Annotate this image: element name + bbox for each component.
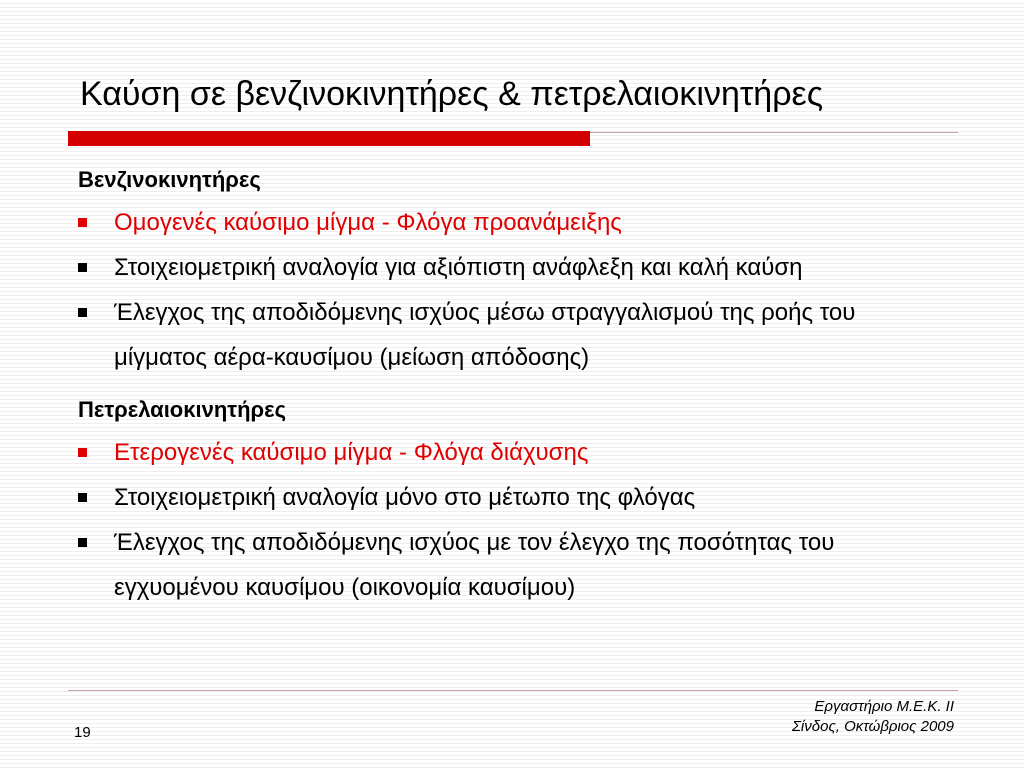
bullet-item <box>78 520 934 610</box>
bullet-item <box>78 200 934 245</box>
square-bullet-icon <box>78 218 87 227</box>
bullet-item <box>78 430 934 475</box>
bullet-text: Ετερογενές καύσιμο μίγμα - Φλόγα διάχυσης <box>114 439 589 466</box>
square-bullet-icon <box>78 448 87 457</box>
footer-lab-name: Εργαστήριο Μ.Ε.Κ. ΙΙ <box>814 698 954 715</box>
square-bullet-icon <box>78 308 87 317</box>
section-heading-petrol: Βενζινοκινητήρες <box>78 167 261 192</box>
footer-caption <box>792 697 954 737</box>
slide-title: Καύση σε βενζινοκινητήρες & πετρελαιοκινητήρες <box>80 75 824 113</box>
square-bullet-icon <box>78 538 87 547</box>
title-accent-bar <box>68 131 590 146</box>
bullet-text: Έλεγχος της αποδιδόμενης ισχύος μέσω στραγγαλισμού της ροής του μίγματος αέρα-καυσίμου (μείωση απόδοσης) <box>114 299 856 371</box>
bullet-item <box>78 475 934 520</box>
footer-place-date: Σίνδος, Οκτώβριος 2009 <box>791 718 954 735</box>
diesel-bullet-list <box>78 430 958 610</box>
bullet-text: Έλεγχος της αποδιδόμενης ισχύος με τον έλεγχο της ποσότητας του εγχυομένου καυσίμου (οικονομία καυσίμου) <box>114 529 835 601</box>
page-number: 19 <box>74 724 91 741</box>
bullet-text: Στοιχειομετρική αναλογία μόνο στο μέτωπο της φλόγας <box>114 484 696 511</box>
bullet-item <box>78 245 934 290</box>
footer-divider <box>68 690 958 691</box>
bullet-text: Ομογενές καύσιμο μίγμα - Φλόγα προανάμειξης <box>114 209 622 236</box>
section-heading-diesel: Πετρελαιοκινητήρες <box>78 397 287 422</box>
bullet-text: Στοιχειομετρική αναλογία για αξιόπιστη ανάφλεξη και καλή καύση <box>114 254 803 281</box>
slide-content <box>78 160 958 610</box>
square-bullet-icon <box>78 493 87 502</box>
bullet-item <box>78 290 934 380</box>
petrol-bullet-list <box>78 200 958 380</box>
square-bullet-icon <box>78 263 87 272</box>
